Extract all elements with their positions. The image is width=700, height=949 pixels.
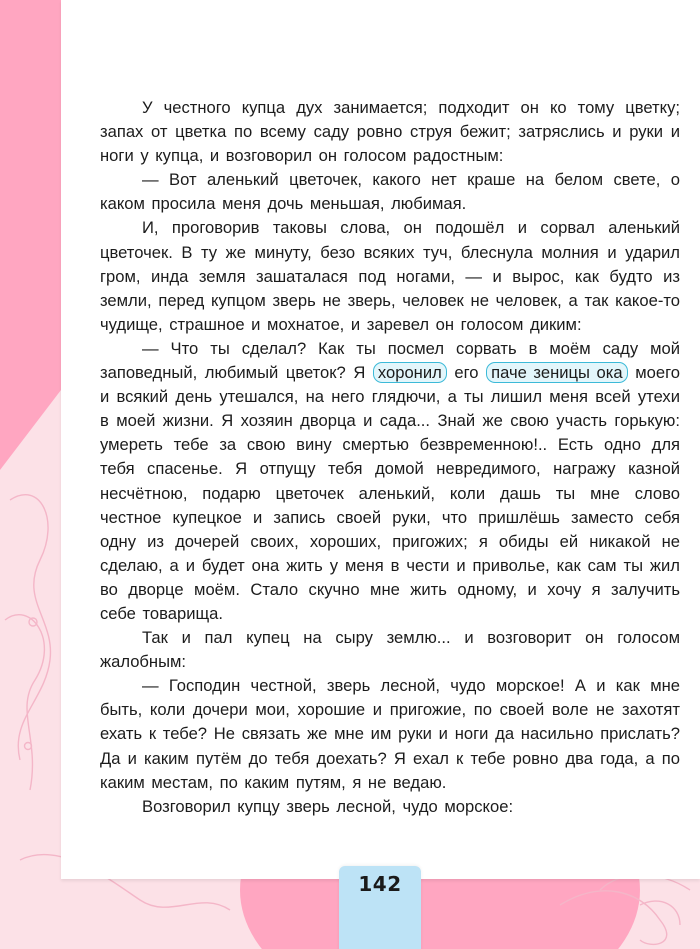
paragraph-with-highlights xyxy=(100,337,680,626)
text-run: его xyxy=(446,363,487,383)
book-page xyxy=(61,0,700,879)
page-number-tab xyxy=(339,866,421,949)
highlighted-word-khoronil: хоронил xyxy=(373,362,447,383)
story-text xyxy=(100,96,680,819)
paragraph: И, проговорив таковы слова, он подошёл и сорвал аленький цветочек. В ту же минуту, безо всяких туч, блеснула молния и ударил гром, инда земля зашаталася под ногами, — и вырос, как будто из земли, перед купцом зверь не зверь, человек не человек, а так какое-то чудище, страшное и мохнатое, и заревел он голосом диким: xyxy=(100,218,680,334)
page-number: 142 xyxy=(358,872,402,896)
paragraph: — Вот аленький цветочек, какого нет краше на белом свете, о каком просила меня дочь меньшая, любимая. xyxy=(100,170,680,214)
paragraph: У честного купца дух занимается; подходит он ко тому цветку; запах от цветка по всему саду ровно струя бежит; затряслись и руки и ноги у купца, и возговорил он голосом радостным: xyxy=(100,98,680,166)
paragraph: Так и пал купец на сыру землю... и возговорит он голосом жалобным: xyxy=(100,628,680,672)
paragraph: Возговорил купцу зверь лесной, чудо морское: xyxy=(142,796,514,816)
highlighted-phrase-pache-zenitsy-oka: паче зеницы ока xyxy=(486,362,628,383)
paragraph: — Господин честной, зверь лесной, чудо морское! А и как мне быть, коли дочери мои, хорошие и пригожие, по своей воле не захотят ехать к тебе? Не связать же мне им руки и ноги да насильно прислать? Да и каким путём до тебя доехать? Я ехал к тебе ровно два года, а по каким местам, по каким путям, я не ведаю. xyxy=(100,676,680,792)
text-run: — Что ты сделал? Как ты посмел сорвать в моём саду мой заповедный, любимый цветок? Я xyxy=(100,338,680,383)
text-run: моего и всякий день утешался, на него глядючи, а ты лишил меня всей утехи в моей жизни. Я хозяин дворца и сада... Знай же свою участь горькую: умереть тебе за свою вину смертью безвременною!.. Есть одно для тебя спасенье. Я отпущу тебя домой невредимого, награжу казной несчётною, подарю цветочек аленький, коли дашь ты мне слово честное купецкое и запись своей руки, что пришлёшь заместо себя одну из дочерей своих, хороших, пригожих; я обиды ей никакой не сделаю, а и будет она жить у меня в чести и приволье, как сам ты жил во дворце моём. Стало скучно мне жить одному, и хочу я залучить себе товарища. xyxy=(100,363,680,623)
